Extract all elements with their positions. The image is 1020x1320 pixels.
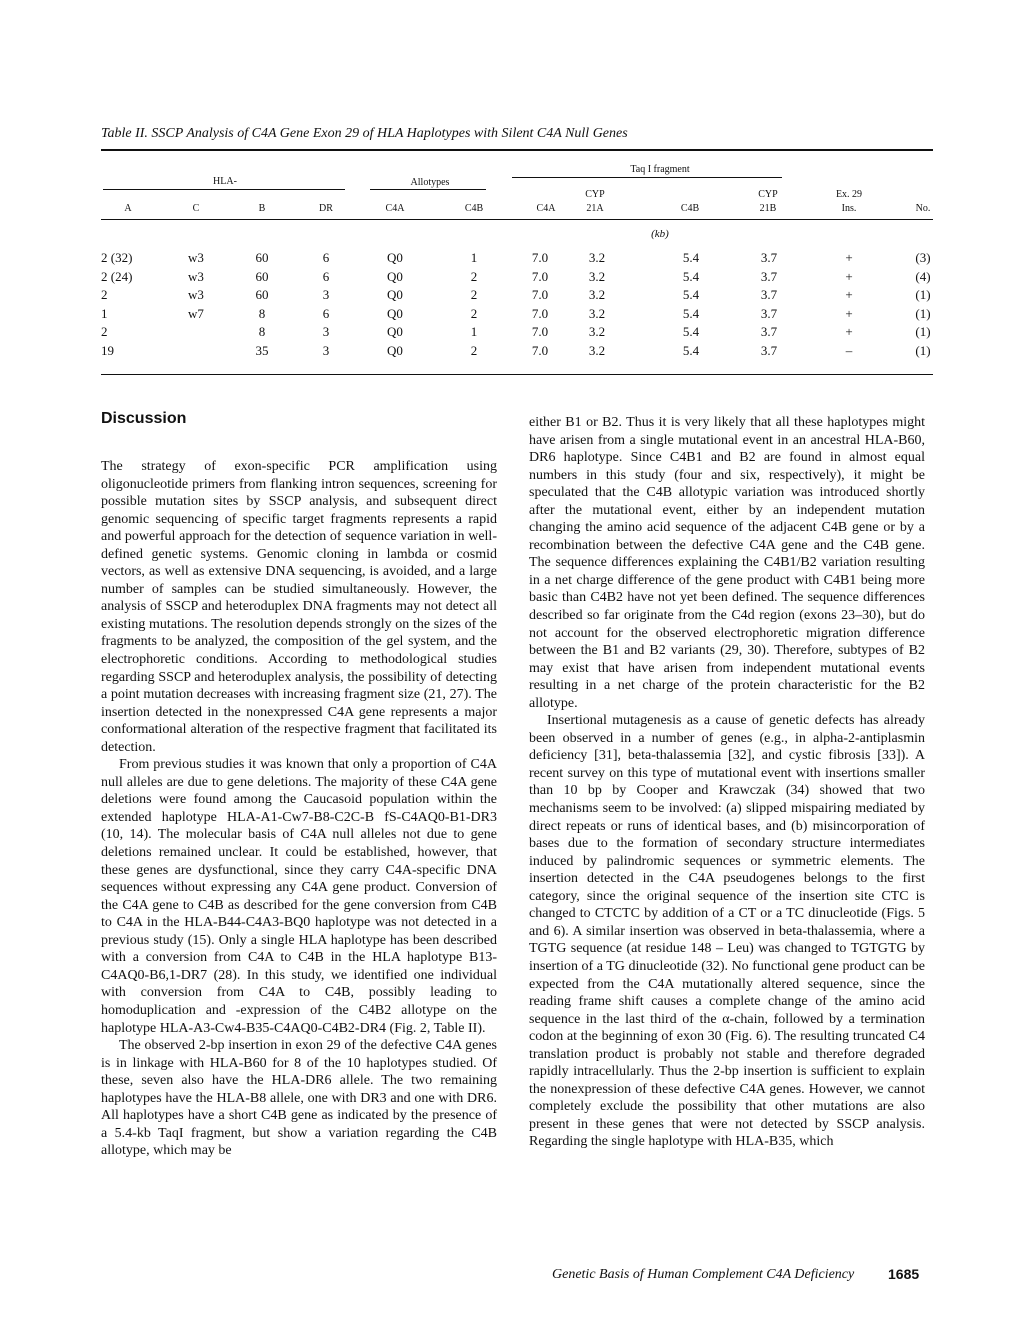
paragraph: The observed 2-bp insertion in exon 29 of the defective C4A genes is in linkage with HLA-B60 for 8 of the 10 haplotypes studied. Of these, seven also have the HLA-DR6 allele. The two remaining haplotypes have the HLA-B8 allele, one with DR3 and one with DR6. All haplotypes have a short C4B gene as indicated by the presence of a 5.4-kb TaqI fragment, but show a variation regarding the C4B allotype, which may be — [101, 1038, 497, 1159]
col-header-cyp21a-line2: 21A — [586, 203, 604, 214]
table-cell: 7.0 — [531, 342, 549, 358]
taq-group-rule — [512, 177, 782, 178]
table-cell: Q0 — [387, 268, 403, 284]
table-cell: + — [845, 305, 853, 321]
col-header-c4a-taq: C4A — [536, 203, 556, 214]
table-cell: 7.0 — [531, 305, 549, 321]
table-bottom-rule — [101, 374, 933, 375]
hla-group-rule — [103, 189, 345, 190]
col-header-c4a-allotype: C4A — [385, 203, 405, 214]
table-cell: (1) — [915, 324, 931, 339]
col-header-c4b-allotype: C4B — [464, 203, 484, 214]
table-cell: 8 — [258, 324, 266, 339]
table-cell: Q0 — [387, 342, 403, 358]
allotypes-group-rule — [370, 189, 486, 190]
header-bottom-rule — [101, 219, 933, 220]
col-header-c4b-taq: C4B — [680, 203, 700, 214]
table-cell: 1 — [470, 324, 478, 339]
table-caption: Table II. SSCP Analysis of C4A Gene Exon 29 of HLA Haplotypes with Silent C4A Null Genes — [101, 126, 628, 141]
table-cell: 5.4 — [682, 342, 700, 358]
col-header-ex29-line2: Ins. — [841, 203, 857, 214]
table-cell: (1) — [915, 287, 931, 302]
paragraph: From previous studies it was known that only a proportion of C4A null alleles are due to gene deletions. The majority of these C4A gene deletions were found among the Caucasoid population within the extended haplotype HLA-A1-Cw7-B8-C2C-B fS-C4AQ0-B1-DR3 (10, 14). The molecular basis of C4A null alleles not due to gene deletions remained unclear. It could be established, however, that these genes are dysfunctional, since they carry C4A-specific DNA sequences without expressing any C4A gene product. Conversion of the C4A gene to C4B as described for the gene conversion from C4B to C4A in the HLA-B44-C4A3-BQ0 haplotype was not detected in a previous study (15). Only a single HLA haplotype has been described with a conversion from C4A to C4B in the HLA haplotype B13-C4AQ0-B6,1-DR7 (28). In this study, we identified one individual with conversion from C4A to C4B, possibly leading to homoduplication and -expression of the C4B2 allotype on the haplotype HLA-A3-Cw4-B35-C4AQ0-C4B2-DR4 (Fig. 2, Table II). — [101, 757, 497, 1036]
table-cell: 2 — [470, 268, 478, 284]
left-column — [101, 458, 497, 1160]
table-cell: (1) — [915, 342, 931, 358]
table-cell: 3.2 — [588, 287, 606, 302]
table-cell: 5.4 — [682, 287, 700, 302]
table-cell: 1 — [470, 250, 478, 265]
table-cell: + — [845, 250, 853, 265]
table-cell: Q0 — [387, 250, 403, 265]
section-heading: Discussion — [101, 410, 187, 427]
paragraph: The strategy of exon-specific PCR amplification using oligonucleotide primers from flanking intron sequences, screening for possible mutation sites by SSCP analysis, and subsequent direct genomic sequencing of specific target fragments represents a rapid and powerful approach for the detection of sequence variation in well-defined genetic systems. Genomic cloning in lambda or cosmid vectors, as well as extensive DNA sequencing, is avoided, and a large number of samples can be studied simultaneously. However, the analysis of SSCP and heteroduplex DNA fragments may not detect all existing mutations. The resolution depends strongly on the sizes of the fragments to be analyzed, the composition of the gel system, and the electrophoretic conditions. According to methodological studies regarding SSCP and heteroduplex analysis, the possibility of detecting a point mutation decreases with increasing fragment size (21, 27). The insertion detected in the nonexpressed C4A gene represents a major conformational alteration of the respective fragment that facilitated its detection. — [101, 459, 497, 755]
paragraph: Insertional mutagenesis as a cause of genetic defects has already been observed in a number of genes (e.g., in alpha-2-antiplasmin deficiency [31], beta-thalassemia [32], and cystic fibrosis [33]). A recent survey on this type of mutational event with insertions smaller than 10 bp by Cooper and Krawczak (34) showed that two mechanisms seem to be involved: (a) slipped mispairing mediated by direct repeats or runs of identical bases, and (b) misincorporation of bases due to the formation of secondary structure intermediates induced by palindromic sequences or symmetric elements. The insertion detected in the C4A pseudogenes belongs to the first category, since the original sequence of the insertion site CTC is changed to CTCTC by addition of a CT or a TC dinucleotide (Figs. 5 and 6). A similar insertion was observed in beta-thalassemia, where a TGTG sequence (at residue 148 – Leu) was changed to TGTGTG by insertion of a TG dinucleotide (32). No functional gene product can be expected from the C4A mutationally altered sequence, since the reading frame shift causes a complete change of the amino acid sequence in the last third of the α-chain, followed by a termination codon at the beginning of exon 30 (Fig. 6). The resulting truncated C4 translation product is probably not stable and therefore degraded rapidly intracellularly. Thus the 2-bp insertion is sufficient to explain the nonexpression of these defective C4A genes. However, we cannot completely exclude the possibility that other mutations are also present in these genes that were not detected by SSCP analysis. Regarding the single haplotype with HLA-B35, which — [529, 713, 925, 1150]
table-cell: 3 — [322, 324, 330, 339]
table-cell: 35 — [255, 342, 269, 358]
col-header-cyp21b-line1: CYP — [758, 189, 778, 200]
table-cell: 60 — [255, 250, 269, 265]
running-title: Genetic Basis of Human Complement C4A Deficiency — [552, 1267, 855, 1282]
table-cell: (1) — [915, 305, 931, 321]
table-cell: 3.7 — [760, 305, 778, 321]
table-cell: 6 — [322, 268, 330, 284]
table-cell: 7.0 — [531, 287, 549, 302]
table-cell: 3.7 — [760, 287, 778, 302]
table-cell: 2 — [470, 342, 478, 358]
table-cell: Q0 — [387, 287, 403, 302]
table-cell: 19 — [101, 342, 114, 358]
group-header-taq: Taq I fragment — [630, 164, 690, 175]
table-cell: 2 — [470, 287, 478, 302]
col-header-cyp21b-line2: 21B — [759, 203, 777, 214]
table-cell: 3.7 — [760, 324, 778, 339]
table-cell: 5.4 — [682, 305, 700, 321]
col-header-a: A — [124, 203, 132, 214]
table-cell: 5.4 — [682, 250, 700, 265]
table-cell: 3.7 — [760, 268, 778, 284]
table-top-rule — [101, 149, 933, 151]
page-number: 1685 — [888, 1266, 920, 1282]
table-cell: 7.0 — [531, 324, 549, 339]
right-column — [529, 414, 925, 1151]
table-cell: 3.2 — [588, 324, 606, 339]
table-cell: 3 — [322, 342, 330, 358]
col-header-cyp21a-line1: CYP — [585, 189, 605, 200]
table-cell: 2 — [101, 324, 108, 339]
table-cell: 7.0 — [531, 250, 549, 265]
table-cell: + — [845, 268, 853, 284]
group-header-hla: HLA- — [213, 176, 237, 187]
col-header-c: C — [192, 203, 200, 214]
table-cell: (4) — [915, 268, 931, 284]
table-cell: w3 — [188, 250, 204, 265]
table-cell: 2 — [470, 305, 478, 321]
table-cell: + — [845, 287, 853, 302]
col-header-ex29-line1: Ex. 29 — [835, 189, 863, 200]
table-cell: 3.7 — [760, 250, 778, 265]
table-cell: – — [845, 342, 853, 358]
table-cell: 3 — [322, 287, 330, 302]
table-cell: + — [845, 324, 853, 339]
col-header-dr: DR — [319, 203, 333, 214]
table-cell: Q0 — [387, 324, 403, 339]
table-cell: 3.2 — [588, 268, 606, 284]
table-cell: 3.2 — [588, 250, 606, 265]
paragraph: either B1 or B2. Thus it is very likely that all these haplotypes might have arisen from a single mutational event in an ancestral HLA-B60, DR6 haplotype. Since C4B1 and B2 are found in almost equal numbers in this study (four and six, respectively), it might be speculated that the C4B allotypic variation was introduced shortly after the mutational event, either by an independent mutation changing the amino acid sequence of the adjacent C4B gene or by a recombination between the defective C4A gene and the C4B gene. The sequence differences explaining the C4B1/B2 variation resulting in a net charge difference of the gene product with C4B1 being more basic than C4B2 have not yet been defined. The sequence differences described so far originate from the C4d region (exons 23–30), but do not account for the observed electrophoretic migration difference between the B1 and B2 variants (29, 30). Therefore, subtypes of B2 may exist that have arisen from independent mutational events resulting in a net charge of the protein characteristic for the B2 allotype. — [529, 415, 925, 711]
table-cell: 5.4 — [682, 324, 700, 339]
table-cell: 3.2 — [588, 305, 606, 321]
table-cell: w3 — [188, 268, 204, 284]
col-header-b: B — [258, 203, 266, 214]
table-cell: w7 — [188, 305, 204, 321]
table-cell: 1 — [101, 305, 108, 321]
table-cell: 2 — [101, 287, 108, 302]
col-header-no: No. — [915, 203, 931, 214]
table-cell: w3 — [188, 287, 204, 302]
unit-label: (kb) — [651, 228, 669, 240]
table-cell: Q0 — [387, 305, 403, 321]
table-cell: 3.2 — [588, 342, 606, 358]
table-cell: 7.0 — [531, 268, 549, 284]
table-cell: 6 — [322, 250, 330, 265]
group-header-allotypes: Allotypes — [410, 177, 450, 188]
table-cell: 6 — [322, 305, 330, 321]
table-cell: 60 — [255, 268, 269, 284]
table-cell: (3) — [915, 250, 931, 265]
table-cell: 5.4 — [682, 268, 700, 284]
table-cell: 8 — [258, 305, 266, 321]
table-cell: 60 — [255, 287, 269, 302]
table-cell: 3.7 — [760, 342, 778, 358]
table-cell: 2 (32) — [101, 250, 133, 265]
table-cell: 2 (24) — [101, 268, 133, 284]
